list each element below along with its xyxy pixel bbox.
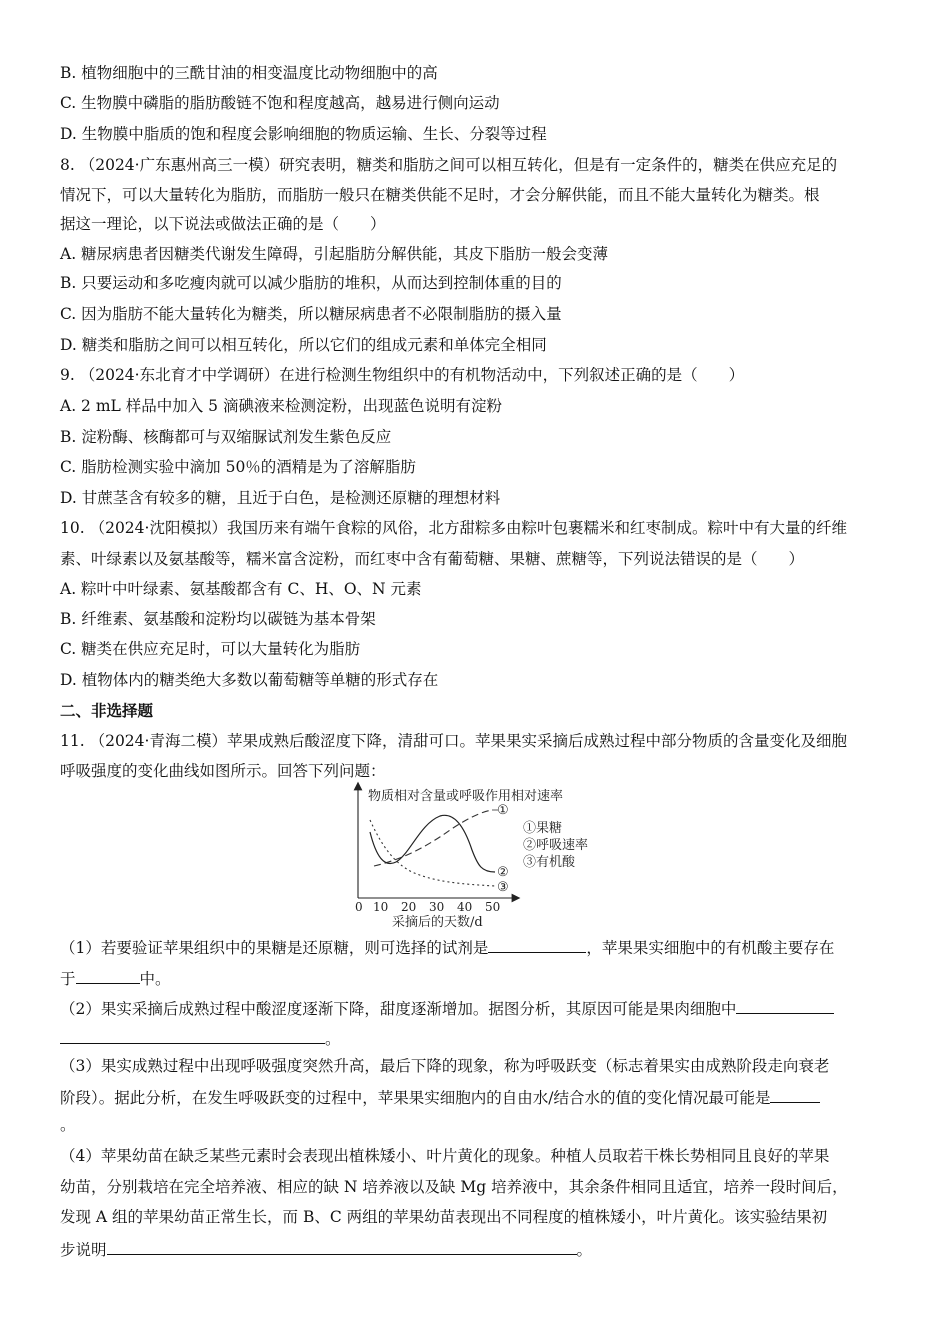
q8-option-a: A. 糖尿病患者因糖类代谢发生障碍，引起脂肪分解供能，其皮下脂肪一般会变薄 [60,245,609,263]
q8-option-b: B. 只要运动和多吃瘦肉就可以减少脂肪的堆积，从而达到控制体重的目的 [60,274,562,292]
q10-option-a: A. 粽叶中叶绿素、氨基酸都含有 C、H、O、N 元素 [60,580,422,598]
q9-option-c: C. 脂肪检测实验中滴加 50％的酒精是为了溶解脂肪 [60,458,416,476]
q11-part4-line-1: （4）苹果幼苗在缺乏某些元素时会表现出植株矮小、叶片黄化的现象。种植人员取若干株长势相同且良好的苹果 [60,1147,830,1165]
q8-stem-line-2: 情况下，可以大量转化为脂肪，而脂肪一般只在糖类供能不足时，才会分解供能，而且不能大量转化为糖类。根 [60,186,820,204]
q11-part4-line-4 [60,1238,592,1260]
answer-blank-conclusion[interactable] [107,1238,577,1255]
q11-figure-svg [340,780,620,928]
answer-blank-reason-2[interactable] [60,1027,325,1044]
x-tick-30: 30 [429,900,445,914]
q11-part1-text-a: （1）若要验证苹果组织中的果糖是还原糖，则可选择的试剂是 [60,939,489,957]
q11-part1-text-c: 于 [60,970,76,988]
q8-stem-line-3: 据这一理论，以下说法或做法正确的是（ ） [60,215,386,233]
legend-fructose: ①果糖 [523,821,563,836]
curve-marker-2: ② [497,865,509,880]
y-axis-label: 物质相对含量或呼吸作用相对速率 [368,789,564,804]
legend-organic-acid: ③有机酸 [523,855,576,870]
curve-fructose [374,810,492,866]
x-tick-50: 50 [485,900,501,914]
q11-part3-line-2 [60,1086,820,1108]
q11-part4-line-3: 发现 A 组的苹果幼苗正常生长，而 B、C 两组的苹果幼苗表现出不同程度的植株矮小，叶片黄化。该实验结果初 [60,1208,828,1226]
q11-part3-line-3: 。 [60,1116,76,1134]
q9-option-d: D. 甘蔗茎含有较多的糖，且近于白色，是检测还原糖的理想材料 [60,489,501,507]
q8-stem-line-1: 8. （2024·广东惠州高三一模）研究表明，糖类和脂肪之间可以相互转化，但是有一定条件的，糖类在供应充足的 [60,156,838,174]
x-tick-20: 20 [401,900,417,914]
q9-option-b: B. 淀粉酶、核酶都可与双缩脲试剂发生紫色反应 [60,428,392,446]
x-tick-0: 0 [355,900,363,914]
q11-part4-text-e: 。 [576,1241,593,1259]
q11-part1-line-2 [60,967,171,989]
q11-part3-line-1: （3）果实成熟过程中出现呼吸强度突然升高，最后下降的现象，称为呼吸跃变（标志着果实由成熟阶段走向衰老 [60,1057,830,1075]
q11-part4-line-2: 幼苗，分别栽培在完全培养液、相应的缺 N 培养液以及缺 Mg 培养液中，其余条件相同且适宜，培养一段时间后， [60,1178,848,1196]
curve-respiration [370,815,495,872]
legend-respiration: ②呼吸速率 [523,838,589,853]
q11-part3-text-b: 阶段）。据此分析，在发生呼吸跃变的过程中，苹果果实细胞内的自由水/结合水的值的变化情况最可能是 [60,1089,771,1107]
q8-option-d: D. 糖类和脂肪之间可以相互转化，所以它们的组成元素和单体完全相同 [60,336,547,354]
answer-blank-location[interactable] [76,967,140,984]
q10-option-c: C. 糖类在供应充足时，可以大量转化为脂肪 [60,640,361,658]
q10-stem-line-2: 素、叶绿素以及氨基酸等，糯米富含淀粉，而红枣中含有葡萄糖、果糖、蔗糖等，下列说法错误的是（ ） [60,550,805,568]
q7-option-c: C. 生物膜中磷脂的脂肪酸链不饱和程度越高，越易进行侧向运动 [60,94,500,112]
x-axis-label: 采摘后的天数/d [392,915,483,928]
x-tick-10: 10 [373,900,389,914]
q11-part2-line-1 [60,997,834,1019]
x-tick-40: 40 [457,900,473,914]
q10-stem-line-1: 10. （2024·沈阳模拟）我国历来有端午食粽的风俗，北方甜粽多由粽叶包裹糯米和红枣制成。粽叶中有大量的纤维 [60,519,847,537]
q11-part2-line-2 [60,1027,341,1049]
q9-option-a: A. 2 mL 样品中加入 5 滴碘液来检测淀粉，出现蓝色说明有淀粉 [60,397,502,415]
answer-blank-water-ratio[interactable] [770,1086,820,1103]
answer-blank-reagent[interactable] [488,936,586,953]
q11-figure [340,780,620,928]
q11-part2-text-b: 。 [325,1030,341,1048]
curve-marker-3: ③ [497,880,509,895]
q11-stem-line-2: 呼吸强度的变化曲线如图所示。回答下列问题： [60,762,386,780]
q11-part1-text-d: 中。 [139,970,171,988]
q11-part2-text-a: （2）果实采摘后成熟过程中酸涩度逐渐下降，甜度逐渐增加。据图分析，其原因可能是果肉细胞中 [60,1000,737,1018]
q7-option-d: D. 生物膜中脂质的饱和程度会影响细胞的物质运输、生长、分裂等过程 [60,125,547,143]
q11-part1-line-1 [60,936,834,958]
q11-part1-text-b: ，苹果果实细胞中的有机酸主要存在 [586,939,835,957]
q8-option-c: C. 因为脂肪不能大量转化为糖类，所以糖尿病患者不必限制脂肪的摄入量 [60,305,562,323]
q11-stem-line-1: 11. （2024·青海二模）苹果成熟后酸涩度下降，清甜可口。苹果果实采摘后成熟过程中部分物质的含量变化及细胞 [60,732,847,750]
q11-part4-text-d: 步说明 [60,1241,107,1259]
q10-option-b: B. 纤维素、氨基酸和淀粉均以碳链为基本骨架 [60,610,376,628]
q9-stem: 9. （2024·东北育才中学调研）在进行检测生物组织中的有机物活动中，下列叙述正确的是（ ） [60,366,745,384]
curve-organic-acid [370,820,495,886]
answer-blank-reason-1[interactable] [736,997,834,1014]
curve-marker-1: ① [497,803,509,818]
q7-option-b: B. 植物细胞中的三酰甘油的相变温度比动物细胞中的高 [60,64,438,82]
q10-option-d: D. 植物体内的糖类绝大多数以葡萄糖等单糖的形式存在 [60,671,439,689]
section-heading: 二、非选择题 [60,701,154,720]
